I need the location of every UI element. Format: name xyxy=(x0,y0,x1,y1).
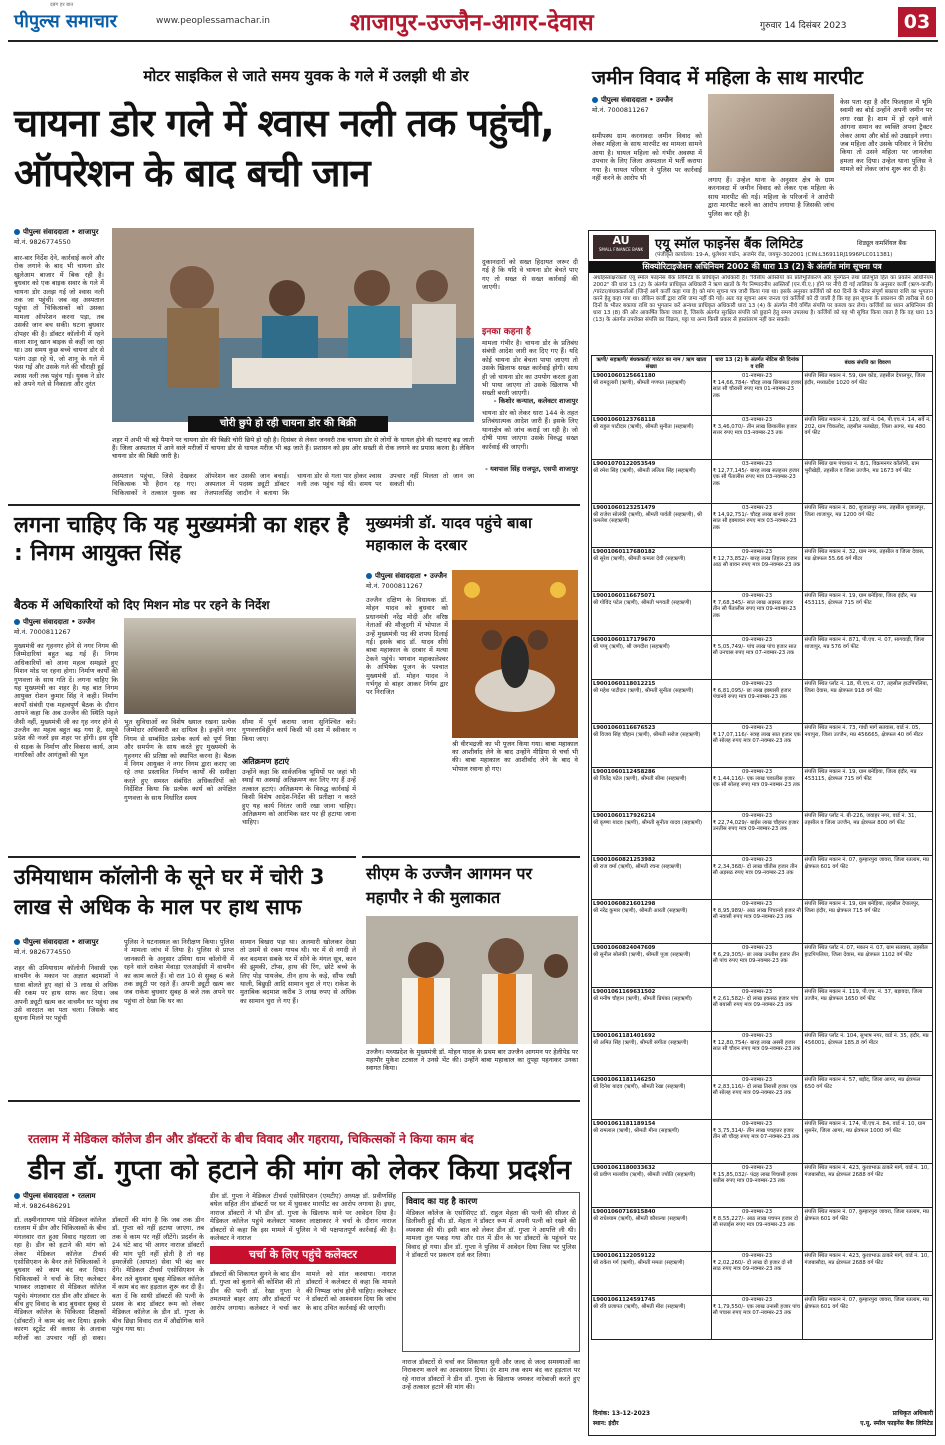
story-headline: चायना डोर गले में श्वास नली तक पहुंची, ऑपरेशन के बाद बची जान xyxy=(14,101,554,195)
notice-table-row xyxy=(592,1252,933,1296)
cell-account-no: L9001060123251479 xyxy=(593,505,656,512)
story-col-3b: उन्होंने कहा कि सार्वजनिक भूमियों पर जहां भी स्थाई या अस्थाई अतिक्रमण कर लिए गए हैं उन्हें तत्काल हटाएं। अतिक्रमण के विरुद्ध कार्रवाई में किसी विशेष आदेश-निर्देश की प्रतीक्षा न करते हुए यह कार्य निरंतर जारी रखा जाना चाहिए। अतिक्रमण को आरंभिक स्तर पर ही हटाया जाना चाहिए। xyxy=(242,768,356,827)
cell-notice xyxy=(711,1164,803,1208)
issue-date: गुरुवार 14 दिसंबर 2023 xyxy=(760,21,847,31)
cell-borrower xyxy=(592,856,712,900)
temple-photo xyxy=(452,570,578,738)
cell-notice xyxy=(711,1076,803,1120)
cell-account-no: L9001060118012215 xyxy=(593,681,656,688)
cell-borrower xyxy=(592,724,712,768)
cell-account-no: L9001061180033632 xyxy=(593,1165,656,1172)
cell-notice xyxy=(711,1120,803,1164)
photo-caption: शहर में अभी भी बड़े पैमाने पर चायना डोर की बिक्री चोरी छिपे हो रही है। दिसंबर से लेकर जनवरी तक चायना डोर से लोगों के घायल होने की घटनाएं बढ़ जाती हैं। जिला अस्पताल में आने वाले मरीजों में चायना डोर से घायल मरीज भी बढ़ जाते हैं। प्रशासन को इस ओर सख्ती से रोक लगाने का प्रयास करना है। लेकिन चायना डोर की बिक्री जारी है। xyxy=(112,436,474,461)
reason-box-text: मेडिकल कॉलेज के एसोसिएट डॉ. राहुल मेहता की पत्नी की सीजर से डिलीवरी हुई थी। डॉ. मेहता ने डॉक्टर रूम में अपनी पत्नी को रखने की व्यवस्था की थी। इसी बात को लेकर डीन डॉ. गुप्ता ने आपत्ति ली थी। मामला तूल पकड़ गया और रात में डीन के घर डॉक्टरों के पहुंचने पर विवाद हो गया। डीन डॉ. गुप्ता ने पुलिस में आवेदन दिया जिस पर पुलिस ने डॉक्टरों पर प्रकरण दर्ज कर लिया। xyxy=(406,1209,576,1260)
brand-tagline: दबंग हर बात xyxy=(50,2,74,8)
notice-table-row xyxy=(592,504,933,548)
story-col-2: लगाए हैं। उन्हेल थाना के अनुसार क्षेत्र के ग्राम करनावदा में जमीन विवाद को लेकर एक महिला के साथ मारपीट की गई। महिला के परिजनों ने आरोपी द्वारा मारपीट करने का आरोप लगाया है जिसकी जांच पुलिस कर रही है। xyxy=(708,176,834,218)
bank-tag: शिड्यूल कमर्शियल बैंक xyxy=(857,240,907,247)
sidebox-title: इनका कहना है xyxy=(482,327,531,337)
cell-borrower xyxy=(592,944,712,988)
cell-account-no: L9001060821253982 xyxy=(593,857,656,864)
bank-logo-mark: AU xyxy=(612,234,630,247)
cell-account-no: L9001060117926214 xyxy=(593,813,656,820)
cell-borrower xyxy=(592,636,712,680)
notice-table-row xyxy=(592,1296,933,1340)
cell-notice xyxy=(711,1032,803,1076)
cell-property: संपत्ति स्थित प्लॉट नं. 07, मकान नं. 07, ग्राम सतवास, तहसील हाटपिपलिया, जिला देवास, मप्र क्षेत्रफल 1102 वर्ग फीट xyxy=(803,944,933,988)
notice-table-row xyxy=(592,1076,933,1120)
mayor-photo xyxy=(366,916,578,1044)
cell-names: श्री राजेश सोलंकी (ऋणी), श्रीमती पार्वती (सहऋणी), श्री कमलेश (सहऋणी) xyxy=(593,511,702,525)
cell-property: संपत्ति स्थित मकान नं. 07, कुम्हारपुरा जावरा, जिला रतलाम, मप्र क्षेत्रफल 601 वर्ग फीट xyxy=(803,856,933,900)
cell-date: 09-नवम्बर-23 xyxy=(742,637,773,644)
cell-borrower xyxy=(592,460,712,504)
story-col-4: दुकानदारों को सख्त हिदायत जरूर दी गई है कि यदि वे चायना डोर बेचते पाए गए तो सख्त से सख्त कार्रवाई की जाएगी। xyxy=(482,258,578,292)
byline-mobile: मो.नं. 9826486291 xyxy=(14,1202,71,1210)
cell-borrower xyxy=(592,1296,712,1340)
story-mayor-meet xyxy=(362,856,580,1096)
section-rule xyxy=(8,1100,580,1102)
notice-table-row xyxy=(592,680,933,724)
cell-property: संपत्ति स्थित मकान नं. 57, बड़ौद, जिला आगर, मप्र क्षेत्रफल 650 वर्ग फीट xyxy=(803,1076,933,1120)
cell-property: संपत्ति स्थित मकान नं. 73, गांधी मार्ग सतवास, वार्ड नं. 05, नयापुरा, जिला उज्जैन, मप्र 456665, क्षेत्रफल 40 वर्ग मीटर xyxy=(803,724,933,768)
cell-amount: ₹ 2,61,582/- दो लाख इकसठ हजार पांच सौ बयासी रुपए मात्र 09-नवम्बर-23 तक xyxy=(712,995,799,1009)
surgery-photo-illustration xyxy=(112,228,474,422)
photo-caption-bar: चोरी छुपे हो रही चायना डोर की बिक्री xyxy=(188,416,388,432)
cell-names: श्री कृष्णा यादव (ऋणी), श्रीमती सुनीता यादव (सहऋणी) xyxy=(593,819,703,826)
cell-borrower xyxy=(592,900,712,944)
cell-amount: ₹ 2,83,116/- दो लाख तिरासी हजार एक सौ सोलह रुपए मात्र 09-नवम्बर-23 तक xyxy=(712,1083,798,1097)
cell-account-no: L9001070122053549 xyxy=(593,461,656,468)
notice-table-row xyxy=(592,548,933,592)
cell-notice xyxy=(711,900,803,944)
cell-date: 03-नवम्बर-23 xyxy=(742,505,773,512)
notice-table-row xyxy=(592,372,933,416)
cell-notice xyxy=(711,504,803,548)
byline-dot-icon xyxy=(14,619,20,625)
cell-account-no: L9001061122059122 xyxy=(593,1253,656,1260)
story-headline: मुख्यमंत्री डॉ. यादव पहुंचे बाबा महाकाल के दरबार xyxy=(366,514,532,554)
cell-property: संपत्ति स्थित प्लॉट नं. 18, पी.एच.नं. 07, तहसील हाटपिपलिया, जिला देवास, मप्र क्षेत्रफल 918 वर्ग फीट xyxy=(803,680,933,724)
cell-date: 09-नवम्बर-23 xyxy=(742,1165,773,1172)
cell-amount: ₹ 12,80,754/- बारह लाख अस्सी हजार सात सौ चौवन रुपए मात्र 09-नवम्बर-23 तक xyxy=(712,1039,801,1053)
notice-table-row xyxy=(592,460,933,504)
cell-amount: ₹ 2,34,368/- दो लाख चौंतीस हजार तीन सौ अड़सठ रुपए मात्र 09-नवम्बर-23 तक xyxy=(712,863,798,877)
byline-dot-icon xyxy=(14,229,20,235)
cell-date: 09-नवम्बर-23 xyxy=(742,1033,773,1040)
story-nigam-ayukt xyxy=(8,504,356,854)
cell-amount: ₹ 14,92,751/- चौदह लाख बानवे हजार सात सौ इक्यावन रुपए मात्र 03-नवम्बर-23 तक xyxy=(712,511,797,531)
cell-names: श्री नरेंद्र कुमार (ऋणी), श्रीमती आरती (सहऋणी) xyxy=(593,907,688,914)
cell-borrower xyxy=(592,1208,712,1252)
cell-account-no: L9001060125661180 xyxy=(593,373,656,380)
story-subhead: बैठक में अधिकारियों को दिए मिशन मोड पर रहने के निर्देश xyxy=(14,598,270,612)
notice-table-row xyxy=(592,768,933,812)
story-ratlam-dean xyxy=(8,1100,580,1436)
bank-address: (पंजीकृत कार्यालय: 19-A, धुलेश्वर गार्डन, अजमेर रोड, जयपुर-302001 (CIN:L36911RJ1996PLC011381) xyxy=(655,252,893,258)
story-headline: डीन डॉ. गुप्ता को हटाने की मांग को लेकर किया प्रदर्शन xyxy=(28,1155,571,1186)
cell-account-no: L9001061181146250 xyxy=(593,1077,656,1084)
cell-account-no: L9001060112458286 xyxy=(593,769,656,776)
byline: पीपुल्स संवाददाता • शाजापुर मो.नं. 9826774550 xyxy=(14,938,124,956)
footer-sign-1: प्राधिकृत अधिकारी xyxy=(892,1410,933,1417)
cell-names: श्री पप्पू (ऋणी), श्री जगदीश (सहऋणी) xyxy=(593,643,670,650)
story-col-1: डॉ. लक्ष्मीनारायण पांडे मेडिकल कॉलेज रतलाम में डीन और चिकित्सकों के बीच मंगलवार रात हुआ विवाद गहराता जा रहा है। डीन को हटाने की मांग को लेकर मेडिकल कॉलेज टीचर्स एसोसिएशन के बैनर तले चिकित्सकों ने बुधवार को काम बंद कर दिया। चिकित्सकों ने चर्चा के लिए कलेक्टर भास्कर लाक्षाकार से मेडिकल कॉलेज पहुंचे। मंगलवार रात डीन और डॉक्टर के बीच हुए विवाद के बाद बुधवार सुबह से मेडिकल कॉलेज के चिकित्सा शिक्षकों (डॉक्टरों) ने काम बंद कर दिया। इसके कारण स्टूडेंट की क्लास के अलावा मरीजों का उपचार नहीं हो सका। डॉक्टरों की मांग है कि जब तक डीन डॉ. गुप्ता को नहीं हटाया जाएगा, तब तक वे काम पर नहीं लौटेंगे। प्रदर्शन के 24 घंटे बाद भी आगर नाराज डॉक्टरों की मांग पूरी नहीं होती है तो वह इमरजेंसी (आपात) सेवा भी बंद कर देंगे। मेडिकल टीचर्स एसोसिएशन के बैनर तले बुधवार सुबह मेडिकल कॉलेज में काम बंद कर हड़ताल शुरू कर दी है। बता दें कि साथी डॉक्टरों की पत्नी के प्रसव के बाद डॉक्टर रूम को लेकर मेडिकल कॉलेज के डीन डॉ. गुप्ता के बीच छिड़ा विवाद रात में औद्योगिक थाने पहुंच गया था। xyxy=(14,1216,204,1342)
cell-amount: ₹ 1,44,116/- एक लाख चवालीस हजार एक सौ सोलह रुपए मात्र 09-नवम्बर-23 तक xyxy=(712,775,800,789)
page-number: 03 xyxy=(898,7,936,37)
sidebox-text: मामला गंभीर है। चायना डोर के प्रतिबंध संबंधी आदेश जारी कर दिए गए हैं। यदि कोई चायना डोर बेचता पाया जाएगा तो उसके खिलाफ सख्त कार्रवाई होगी। साथ ही जो चायना डोर का उपयोग करता हुआ भी पाया जाएगा तो उसके खिलाफ भी सख्ती बरती जाएगी। xyxy=(482,339,578,397)
notice-table-row xyxy=(592,416,933,460)
cell-notice xyxy=(711,680,803,724)
story-mahakal xyxy=(362,504,580,844)
byline: पीपुल्स संवाददाता • उज्जैन मो.नं. 7000811267 xyxy=(14,618,124,636)
byline-mobile: मो.नं. 7000811267 xyxy=(14,628,71,636)
cell-notice xyxy=(711,636,803,680)
cell-date: 01-नवम्बर-23 xyxy=(742,373,773,380)
story-col-1: समीपस्थ ग्राम करनावदा जमीन विवाद को लेकर महिला के साथ मारपीट का मामला सामने आया है। घायल महिला को गंभीर अवस्था में उपचार के लिए जिला अस्पताल में भर्ती कराया गया है। घायल परिवार ने पुलिस पर कार्रवाई नहीं करने के आरोप भी xyxy=(592,132,702,183)
cell-amount: ₹ 1,79,550/- एक लाख उनासी हजार पांच सौ पचास रुपए मात्र 07-नवम्बर-23 तक xyxy=(712,1303,800,1317)
masthead-rule xyxy=(8,40,938,42)
cell-account-no: L9001061124591745 xyxy=(593,1297,656,1304)
story-headline: जमीन विवाद में महिला के साथ मारपीट xyxy=(592,67,864,89)
sidebox-sign-2: - यशपाल सिंह राजपूत, एसपी शाजापुर xyxy=(485,465,578,473)
cell-date: 09-नवम्बर-23 xyxy=(742,901,773,908)
cell-names: श्री रवि प्रजापत (ऋणी), श्रीमती मीरा (सहऋणी) xyxy=(593,1303,686,1310)
byline: पीपुल्स संवाददाता • शाजापुर मो.नं. 9826774550 xyxy=(14,228,114,246)
byline: पीपुल्स संवाददाता • रतलाम मो.नं. 9826486291 xyxy=(14,1192,124,1210)
cell-date: 09-नवम्बर-23 xyxy=(742,1077,773,1084)
cell-date: 03-नवम्बर-23 xyxy=(742,417,773,424)
story-col-3: केस पता रहा है और फिलहाल में भूमि स्वामी का बोर्ड उन्होंने अपनी जमीन पर लगा रखा है। शाम में हो रहने वाले आंगना समान का व्यक्ति अपना ट्रैक्टर लेकर आया और बोर्ड को उखाड़ने लगा। जब महिला और उसके परिवार ने विरोध किया तो उसने महिला पर जानलेवा हमला कर दिया। उन्हेल थाना पुलिस ने मामले को लेकर जांच शुरू कर दी है। xyxy=(840,98,932,174)
cell-amount: ₹ 7,68,345/- सात लाख अड़सठ हजार तीन सौ पैंतालीस रुपए मात्र 09-नवम्बर-23 तक xyxy=(712,599,797,619)
edition-title: शाजापुर-उज्जैन-आगर-देवास xyxy=(350,9,594,36)
cell-notice xyxy=(711,416,803,460)
cell-date: 09-नवम्बर-23 xyxy=(742,857,773,864)
notice-table-row xyxy=(592,1208,933,1252)
cell-amount: ₹ 8,55,227/- आठ लाख पचपन हजार दो सौ सत्ताईस रुपए मात्र 09-नवम्बर-23 तक xyxy=(712,1215,799,1229)
cell-names: श्री सुनील सोलंकी (ऋणी), श्रीमती पूजा (सहऋणी) xyxy=(593,951,691,958)
cell-property: संपत्ति स्थित प्लॉट नं. 104, सुभाष नगर, वार्ड नं. 35, इंदौर, मप्र 456001, क्षेत्रफल 185.8 वर्ग मीटर xyxy=(803,1032,933,1076)
cell-notice xyxy=(711,988,803,1032)
story-col-1: मुख्यमंत्री का गृहनगर होने से नगर निगम की जिम्मेदारियां बहुत बढ़ गई हैं। निगम अधिकारियों को आना महत्व समझते हुए मिशन मोड पर रहना होगा। निर्माण कार्यों की गुणवत्ता के साथ गति दें। लगना चाहिए कि यह मुख्यमंत्री का शहर है। यह बात निगम आयुक्त रोशन कुमार सिंह ने कही। निर्माण कार्यों संबंधी एक महत्वपूर्ण बैठक के दौरान आपने कहा कि अब उज्जैन की स्थिति पहले जैसी नहीं, मुख्यमंत्री जी का गृह नगर होने से उज्जैन का महत्व बहुत बढ़ गया है, समूचे प्रदेश की नजरें इस शहर पर होंगी। इस दृष्टि से सड़क के निर्माण और विकास कार्य, आम नागरिकों और आगंतुकों की भूल xyxy=(14,642,118,760)
story-land-dispute xyxy=(588,46,936,226)
cell-amount: ₹ 15,85,032/- पंद्रह लाख पिचासी हजार बत्तीस रुपए मात्र 09-नवम्बर-23 तक xyxy=(712,1171,798,1185)
cell-names: श्री रामदुलारी (ऋणी), श्रीमती गणपत (सहऋणी) xyxy=(593,379,686,386)
cell-property: संपत्ति स्थित मकान नं. 19, ग्राम बनेड़िया, तहसील देपालपुर, जिला इंदौर, मप्र क्षेत्रफल 715 वर्ग फीट xyxy=(803,900,933,944)
cell-property: संपत्ति स्थित मकान नं. 174, पी.एच.नं. 84, वार्ड नं. 10, ग्राम सुसनेर, जिला आगर, मप्र क्षेत्रफल 1000 वर्ग फीट xyxy=(803,1120,933,1164)
reason-box-title: विवाद का यह है कारण xyxy=(406,1197,478,1207)
cell-amount: ₹ 22,74,029/- बाईस लाख चौहत्तर हजार उनतीस रुपए मात्र 09-नवम्बर-23 तक xyxy=(712,819,799,833)
notice-table-row xyxy=(592,1032,933,1076)
victim-photo xyxy=(708,94,834,172)
section-rule xyxy=(8,856,356,858)
cell-property: संपत्ति स्थित मकान नं. 423, कुशाभाऊ ठाकरे मार्ग, वार्ड नं. 10, गंजबासौदा, मप्र क्षेत्रफल 2688 वर्ग फीट xyxy=(803,1252,933,1296)
cell-date: 09-नवम्बर-23 xyxy=(742,1253,773,1260)
cell-property: संपत्ति स्थित मकान नं. 32, ग्राम नगर, तहसील व जिला देवास, मप्र क्षेत्रफल 55.66 वर्ग मीटर xyxy=(803,548,933,592)
cell-names: श्री प्रवीण मालवीय (ऋणी), श्रीमती ज्योति (सहऋणी) xyxy=(593,1171,696,1178)
notice-table-row xyxy=(592,636,933,680)
cell-names: श्री राहुल पाटीदार (ऋणी), श्रीमती सुनीता (सहऋणी) xyxy=(593,423,694,430)
cell-amount: ₹ 3,46,070/- तीन लाख छियालीस हजार सत्तर रुपए मात्र 03-नवम्बर-23 तक xyxy=(712,423,797,437)
temple-photo-illustration xyxy=(452,570,578,738)
story-col-4: नाराज डॉक्टरों से चर्चा कर शिकायत सुनी और जल्द से जल्द समस्याओं का निराकरण करने का आश्वासन दिया। देर शाम तक काम बंद कर हड़ताल पर रहे नाराज डॉक्टरों ने डीन डॉ. गुप्ता के खिलाफ जमकर नारेबाजी करते हुए उन्हें तत्काल हटाने की मांग की। xyxy=(402,1358,580,1392)
cell-names: श्री राकेश गर्ग (ऋणी), श्रीमती ममता (सहऋणी) xyxy=(593,1259,685,1266)
notice-intro: अधोहस्ताक्षरकर्ता एयू स्मॉल फाइनेंस बैंक लिमिटेड के प्राधिकृत अधिकारी है। "वित्तीय आस्तियों का प्रतिभूतिकरण और पुनर्गठन तथा प्रतिभूति हित का प्रवर्तन अधिनियम 2002" की धारा 13 (2) के अंतर्गत प्राधिकृत अधिकारी ने ऋण खातों के गैर निष्पादनीय आस्तियाँ (एन.पी.ए.) होने पर नीचे दी गई तालिका के अनुसार कर्जी (ऋण-कर्जी) /गारंटर/बंधककर्ताओं (जिन्हें आगे कर्जी कहा गया है) को मांग सूचना पत्र जारी किया गया था। इसके अनुसार कर्जियों को 60 दिनों के भीतर संपूर्ण बकाया राशि का भुगतान करने हेतु कहा गया था। लेकिन कर्जी द्वारा राशि जमा नहीं की गई। अतः यह सूचना आम जनता एवं कर्जियों को दी जाती है कि वह इस सूचना के प्रकाशन की तारीख से 60 दिनों के भीतर बकाया राशि का भुगतान करें अन्यथा प्राधिकृत अधिकारी धारा 13 (4) के अंतर्गत नीचे वर्णित संपत्ति पर कब्जा कर लेगा। कर्जियों का ध्यान अधिनियम की धारा 13 (8) की ओर आकर्षित किया जाता है, जिसके अंतर्गत सुरक्षित संपत्ति को छुड़ाने हेतु समय उपलब्ध है। कर्जियों को यह भी सूचित किया जाता है कि वह धारा 13 (13) के अंतर्गत उपरोक्त संपत्ति का विक्रय, पट्टा या अन्य किसी प्रकार से हस्तांतरण नहीं कर सकते। xyxy=(593,275,933,323)
cell-account-no: L9001060117680182 xyxy=(593,549,656,556)
byline-dot-icon xyxy=(366,573,372,579)
cell-names: श्री राज वर्मा (ऋणी), श्रीमती रचना (सहऋणी) xyxy=(593,863,682,870)
byline-mobile: मो.नं. 9826774550 xyxy=(14,948,71,956)
temple-caption: श्री वीरभद्रजी का भी पूजन किया गया। बाबा महाकाल का आशीर्वाद लेने के बाद उन्होंने मीडिया से चर्चा भी की। बाबा महाकाल का आशीर्वाद लेने के बाद वे भोपाल रवाना हो गए। xyxy=(452,740,578,773)
cell-property: संपत्ति स्थित मकान नं. 07, कुम्हारपुरा जावरा, जिला रतलाम, मप्र क्षेत्रफल 601 वर्ग फीट xyxy=(803,1296,933,1340)
cell-borrower xyxy=(592,680,712,724)
byline-dot-icon xyxy=(14,1193,20,1199)
cell-borrower xyxy=(592,812,712,856)
cell-account-no: L9001061181189154 xyxy=(593,1121,656,1128)
meeting-photo xyxy=(124,618,356,714)
cell-property: संपत्ति स्थित मकान नं. 80, शुजालपुर नगर, तहसील शुजालपुर, जिला शाजापुर, मप्र 1200 वर्ग फीट xyxy=(803,504,933,548)
cell-borrower xyxy=(592,504,712,548)
cell-names: श्री राधेश्याम (ऋणी), श्रीमती कौशल्या (सहऋणी) xyxy=(593,1215,688,1222)
story-col-3-head: अतिक्रमण हटाएं xyxy=(242,757,290,766)
footer-sign-2: ए.यू. स्मॉल फाइनेंस बैंक लिमिटेड xyxy=(860,1420,933,1427)
cell-names: श्री रामलाल (ऋणी), श्रीमती मीना (सहऋणी) xyxy=(593,1127,680,1134)
masthead xyxy=(0,0,945,44)
cell-property: संपत्ति स्थित प्लॉट नं. बी-226, जवाहर नगर, वार्ड नं. 31, तहसील व जिला उज्जैन, मप्र क्षेत्रफल 800 वर्ग फीट xyxy=(803,812,933,856)
cell-amount: ₹ 17,07,116/- सत्रह लाख सात हजार एक सौ सोलह रुपए मात्र 07-नवम्बर-23 तक xyxy=(712,731,801,745)
notice-table-row xyxy=(592,592,933,636)
byline-dot-icon xyxy=(592,97,598,103)
cell-names: श्री मनीष चौहान (ऋणी), श्रीमती प्रियंका (सहऋणी) xyxy=(593,995,692,1002)
story-theft xyxy=(8,856,356,1096)
cell-account-no: L9001060824047609 xyxy=(593,945,656,952)
notice-table-row xyxy=(592,900,933,944)
reason-box xyxy=(402,1192,580,1352)
footer-place: स्थान: इंदौर xyxy=(593,1420,619,1427)
sidebox xyxy=(482,324,578,502)
byline: पीपुल्स संवाददाता • उज्जैन मो.नं. 7000811267 xyxy=(592,96,712,114)
cell-amount: ₹ 5,05,749/- पांच लाख पांच हजार सात सौ उनचास रुपए मात्र 07-नवम्बर-23 तक xyxy=(712,643,797,657)
cell-date: 09-नवम्बर-23 xyxy=(742,813,773,820)
notice-table-row xyxy=(592,988,933,1032)
cell-account-no: L9001060116675071 xyxy=(593,593,656,600)
cell-borrower xyxy=(592,1164,712,1208)
story-col-3: सीमा में पूर्ण कराया जाना सुनिश्चित करें। गुणवत्ताविहीन कार्य किसी भी दशा में स्वीकार न किया जाए। xyxy=(242,718,356,743)
cell-names: श्री विजय सिंह चौहान (ऋणी), श्रीमती सरोज (सहऋणी) xyxy=(593,731,701,738)
cell-notice xyxy=(711,856,803,900)
surgery-photo xyxy=(112,228,474,422)
cell-notice xyxy=(711,372,803,416)
cell-amount: ₹ 12,73,852/- बारह लाख तिहत्तर हजार आठ सौ बावन रुपए मात्र 09-नवम्बर-23 तक xyxy=(712,555,801,569)
story-col-2b: डॉक्टरों की शिकायत सुनने के बाद डीन डॉ. गुप्ता को बुलाने की कोशिश की तो डीन की पत्नी डॉ. रेखा गुप्ता ने तमतमाते बाहर आए और डॉक्टरों पर आरोप लगाया। कलेक्टर ने चर्चा कर मामले को शांत करवाया। नाराज डॉक्टरों ने कलेक्टर से कहा कि मामले की निष्पक्ष जांच होनी चाहिए। कलेक्टर ने डॉक्टरों को आश्वासन दिया कि जांच के बाद उचित कार्रवाई की जाएगी। xyxy=(210,1270,396,1312)
cell-amount: ₹ 8,95,989/- आठ लाख पिचानवे हजार नौ सौ नवासी रुपए मात्र 09-नवम्बर-23 तक xyxy=(712,907,801,921)
notice-table-header xyxy=(592,356,933,372)
cell-date: 09-नवम्बर-23 xyxy=(742,1121,773,1128)
story-headline: लगना चाहिए कि यह मुख्यमंत्री का शहर है : निगम आयुक्त सिंह xyxy=(14,513,349,566)
cell-date: 09-नवम्बर-23 xyxy=(742,1297,773,1304)
cell-property: संपत्ति स्थित मकान नं. 119, पी.एच. नं. 37, बड़ावदा, जिला उज्जैन, मप्र क्षेत्रफल 1650 वर्ग फीट xyxy=(803,988,933,1032)
notice-table-row xyxy=(592,856,933,900)
bank-logo-sub: SMALL FINANCE BANK xyxy=(598,247,644,252)
cell-notice xyxy=(711,724,803,768)
cell-account-no: L9001060716915840 xyxy=(593,1209,656,1216)
cell-borrower xyxy=(592,592,712,636)
cell-property: संपत्ति स्थित मकान नं. 129, वार्ड नं. 04, पी.एच.नं. 14, सर्वे नं. 202, ग्राम चिकलोद, तहसील नलखेड़ा, जिला आगर, मप्र 480 वर्ग फीट xyxy=(803,416,933,460)
byline-dot-icon xyxy=(14,939,20,945)
cell-names: श्री महेश पाटीदार (ऋणी), श्रीमती सुनीता (सहऋणी) xyxy=(593,687,694,694)
byline-mobile: मो.नं. 9826774550 xyxy=(14,238,71,246)
cell-account-no: L9001061181401692 xyxy=(593,1033,656,1040)
cell-date: 09-नवम्बर-23 xyxy=(742,989,773,996)
notice-table-row xyxy=(592,1120,933,1164)
cell-borrower xyxy=(592,1252,712,1296)
cell-borrower xyxy=(592,1120,712,1164)
story-headline: सीएम के उज्जैन आगमन पर महापौर ने की मुलाकात xyxy=(366,864,533,907)
cell-names: श्री जितेंद्र पटेल (ऋणी), श्रीमती सीमा (सहऋणी) xyxy=(593,775,687,782)
cell-amount: ₹ 12,77,145/- बारह लाख सतहत्तर हजार एक सौ पैंतालीस रुपए मात्र 03-नवम्बर-23 तक xyxy=(712,467,800,487)
story-col-1: उज्जैन दक्षिण के विधायक डॉ. मोहन यादव को बुधवार को प्रधानमंत्री नरेंद्र मोदी और वरिष्ठ नेताओं की मौजूदगी में भोपाल में उन्हें मुख्यमंत्री पद की शपथ दिलाई गई। इसके बाद डॉ. यादव सीधे बाबा महाकाल के दरबार में मत्था टेकने पहुंचे। भगवान महाकालेश्वर के अभिषेक पूजन के पश्चात मुख्यमंत्री डॉ. मोहन यादव ने गर्भगृह से बाहर आकर निर्गम द्वार पर निराजित xyxy=(366,596,448,697)
cell-names: श्री सुरेश (ऋणी), श्रीमती कमला देवी (सहऋणी) xyxy=(593,555,686,562)
cell-amount: ₹ 3,75,314/- तीन लाख पचहत्तर हजार तीन सौ चौदह रुपए मात्र 07-नवम्बर-23 तक xyxy=(712,1127,800,1141)
cell-borrower xyxy=(592,548,712,592)
cell-date: 09-नवम्बर-23 xyxy=(742,725,773,732)
cell-account-no: L9001060117179670 xyxy=(593,637,656,644)
notice-title: सिक्योरिटाइजेशन अधिनियम 2002 की धारा 13 (2) के अंतर्गत मांग सूचना पत्र xyxy=(589,261,935,273)
cell-date: 09-नवम्बर-23 xyxy=(742,945,773,952)
collector-capbar: चर्चा के लिए पहुंचे कलेक्टर xyxy=(210,1246,396,1264)
cell-account-no: L9001060116676523 xyxy=(593,725,656,732)
sidebox-text-2: चायना डोर को लेकर धारा 144 के तहत प्रतिबंधात्मक आदेश जारी हैं। इसके लिए थानाक्षेत्र को जांच कराई जा रही है। जो दोषी पाया जाएगा उसके विरुद्ध सख्त कार्रवाई की जाएगी। xyxy=(482,409,578,451)
bank-notice xyxy=(588,230,936,1436)
notice-table-row xyxy=(592,1164,933,1208)
cell-borrower xyxy=(592,1076,712,1120)
mayor-caption: उज्जैन। मध्यप्रदेश के मुख्यमंत्री डॉ. मोहन यादव के प्रथम बार उज्जैन आगमन पर हेलीपेड पर महापौर मुकेश टटवाल ने उनसे भेंट की। उन्होंने बाबा महाकाल का दुपट्टा पहनाकर उनका स्वागत किया। xyxy=(366,1048,578,1073)
col-header-property: बंधक संपत्ति का विवरण xyxy=(803,356,933,372)
story-kicker: मोटर साइकिल से जाते समय युवक के गले में उलझी थी डोर xyxy=(143,67,469,85)
story-col-1: बार-बार निर्देश देने, कार्रवाई करने और रोक लगाने के बाद भी चायना डोर खुलेआम बाजार में बिक रही है। बुधवार को एक बाइक सवार के गले में चायना डोर उलझ गई जो श्वास नली तक जा पहुंची। जब वह अस्पताल पहुंचा तो चिकित्सकों को उसका मामला ऑपरेशन करना पड़ा, तब उसकी जान बच सकी। घटना बुधवार दोपहर की है। डॉक्टर कॉलोनी में रहने वाला शानू खान बाइक से कहीं जा रहा था। उस समय कुछ बच्चे चायना डोर से पतंग उड़ा रहे थे, जो शानू के गले में फंस गई और उसके गले की चौराही हुई श्वास नली तक पहुंच गई। युवक ने डोर को अपने गले से निकाला और तुरंत xyxy=(14,254,104,389)
cell-account-no: L9001060123768118 xyxy=(593,417,656,424)
bank-logo xyxy=(593,235,649,259)
notice-table-row xyxy=(592,812,933,856)
cell-notice xyxy=(711,768,803,812)
col-header-borrower: ऋणी/ सहऋणी/ बंधककर्ता/ गारंटर का नाम / ऋण खाता संख्या xyxy=(592,356,712,372)
cell-amount: ₹ 2,02,260/- दो लाख दो हजार दो सौ साठ रुपए मात्र 09-नवम्बर-23 तक xyxy=(712,1259,793,1273)
cell-notice xyxy=(711,944,803,988)
cell-property: संपत्ति स्थित ग्राम पंचायत नं. 8/1, विक्रमनगर कॉलोनी, ग्राम भुरीखेड़ी, तहसील व जिला उज्जैन, मप्र 1673 वर्ग फीट xyxy=(803,460,933,504)
cell-notice xyxy=(711,592,803,636)
cell-amount: ₹ 6,29,305/- छः लाख उनतीस हजार तीन सौ पांच रुपए मात्र 09-नवम्बर-23 तक xyxy=(712,951,799,965)
cell-property: संपत्ति स्थित मकान नं. 871, पी.एच. नं. 07, सागवाड़ी, जिला शाजापुर, मप्र 576 वर्ग फीट xyxy=(803,636,933,680)
site-url[interactable]: www.peoplessamachar.in xyxy=(156,16,270,26)
cell-notice xyxy=(711,1296,803,1340)
story-col-1: शहर की उमियाधाम कॉलोनी निवासी एक वाचमैन के मकान पर अज्ञात बदमाशों ने धावा बोलते हुए वहां से 3 लाख से अधिक की रकम पर हाथ साफ कर दिया। जब अपनी ड्यूटी खत्म कर वाचमैन घर पहुंचा तब उसे वारदात का पता चला। जिसके बाद सूचना मिलने पर पहुंची xyxy=(14,964,118,1023)
cell-amount: ₹ 6,81,095/- छः लाख इक्यासी हजार पंचानवे रुपए मात्र 09-नवम्बर-23 तक xyxy=(712,687,791,701)
cell-property: संपत्ति स्थित मकान नं. 07, कुम्हारपुरा जावरा, जिला रतलाम, मप्र क्षेत्रफल 601 वर्ग फीट xyxy=(803,1208,933,1252)
cell-notice xyxy=(711,812,803,856)
notice-table-row xyxy=(592,724,933,768)
cell-borrower xyxy=(592,988,712,1032)
section-rule xyxy=(362,856,580,858)
col-header-notice: धारा 13 (2) के अंतर्गत नोटिस की दिनांक व राशि xyxy=(711,356,803,372)
cell-date: 09-नवम्बर-23 xyxy=(742,1209,773,1216)
cell-borrower xyxy=(592,1032,712,1076)
story-kicker: रतलाम में मेडिकल कॉलेज डीन और डॉक्टरों के बीच विवाद और गहराया, चिकित्सकों ने किया काम बंद xyxy=(28,1132,474,1146)
story-col-3: सामान बिखरा पड़ा था। अलमारी खोलकर देखा तो उसमें से रकम गायब थी। घर में से नगदी ले कर बदमाश सबके घर में सोने के मंगल सूत्र, कान की झुमकी, टॉप्स, हाथ की रिंग, छोटे बच्चे के लिए पोड़ पायजेब, तीन हाथ के कड़े, सौंफ रखी थाली, बिछुड़ी आदि सामान चुरा ले गए। राकेश के मुताबिक बदमाश करीब 3 लाख रुपए से अधिक का सामान चुरा ले गए हैं। xyxy=(240,938,356,1005)
cell-borrower xyxy=(592,416,712,460)
cell-amount: ₹ 14,66,784/- चौदह लाख छियासठ हजार सात सौ चौरासी रुपए मात्र 01-नवम्बर-23 तक xyxy=(712,379,802,399)
story-under-photo: अस्पताल पहुंचा, जिसे देखकर चिकित्सक भी हैरान रह गए। चिकित्सकों ने तत्काल युवक का ऑपरेशन कर उसकी जान बचाई। अस्पताल में पदस्थ ड्यूटी डॉक्टर तेजपालसिंह जादौन ने बताया कि चायना डोर से गला पार होकर श्वास नली तक पहुंच गई थी। समय पर उपचार नहीं मिलता तो जान जा सकती थी। xyxy=(112,472,474,497)
cell-property: संपत्ति स्थित मकान नं. 59, ग्राम कोड, तहसील देपालपुर, जिला इंदौर, मध्यप्रदेश 1020 वर्ग फीट xyxy=(803,372,933,416)
cell-date: 03-नवम्बर-23 xyxy=(742,461,773,468)
cell-names: श्री गोविंद पटेल (ऋणी), श्रीमती भगवती (सहऋणी) xyxy=(593,599,692,606)
cell-names: श्री दिनेश यादव (ऋणी), श्रीमती रेखा (सहऋणी) xyxy=(593,1083,686,1090)
notice-footer xyxy=(593,1407,933,1433)
cell-notice xyxy=(711,460,803,504)
cell-date: 09-नवम्बर-23 xyxy=(742,681,773,688)
sidebox-sign-1: - किशोर कन्याल, कलेक्टर शाजापुर xyxy=(493,397,578,405)
story-col-2: डीन डॉ. गुप्ता ने मेडिकल टीचर्स एसोसिएशन (एमटीए) अध्यक्ष डॉ. प्रवीणसिंह बघेल सहित तीन डॉक्टरों पर घर में घुसकर मारपीट का आरोप लगाया है। इधर, नाराज डॉक्टरों ने भी डीन डॉ. गुप्ता के खिलाफ थाने पर आवेदन दिया है। मेडिकल कॉलेज पहुंचे कलेक्टर भास्कर लाक्षाकार ने चर्चा के दौरान नाराज डॉक्टरों से कहा कि इस मामले में पुलिस ने भी पक्षपातपूर्ण कार्रवाई की है। कलेक्टर ने नाराज xyxy=(210,1192,396,1242)
cell-borrower xyxy=(592,768,712,812)
cell-notice xyxy=(711,1208,803,1252)
cell-names: श्री रमेश सिंह (ऋणी), श्रीमती ललिता सिंह (सहऋणी) xyxy=(593,467,696,474)
story-headline: उमियाधाम कॉलोनी के सूने घर में चोरी 3 लाख से अधिक के माल पर हाथ साफ xyxy=(14,865,325,919)
cell-date: 09-नवम्बर-23 xyxy=(742,549,773,556)
notice-table-row xyxy=(592,944,933,988)
cell-account-no: L9001060821601298 xyxy=(593,901,656,908)
mayor-photo-illustration xyxy=(366,916,578,1044)
cell-date: 09-नवम्बर-23 xyxy=(742,769,773,776)
cell-notice xyxy=(711,1252,803,1296)
byline: पीपुल्स संवाददाता • उज्जैन मो.नं. 7000811267 xyxy=(366,572,476,590)
story-china-dor xyxy=(8,46,580,500)
byline-mobile: मो.नं. 7000811267 xyxy=(592,106,649,114)
story-col-2: भूत सुविधाओं का विशेष ख्याल रखना प्रत्येक जिम्मेदार अधिकारी का दायित्व है। इन्होंने नगर निगम से सम्बंधित प्रत्येक कार्य को पूर्ण निष्ठा और समर्पण के साथ करते हुए मुख्यमंत्री के गृहनगर की प्रतिष्ठा को स्थापित करना है। बैठक में निगम आयुक्त ने नगर निगम द्वारा कराए जा रहे तथा प्रस्तावित निर्माण कार्यों की समीक्षा करते हुए समस्त संबंधित अधिकारियों को निर्देशित किया कि प्रत्येक कार्य को अपेक्षित गुणवत्ता के साथ निर्धारित समय xyxy=(124,718,236,802)
byline-mobile: मो.नं. 7000811267 xyxy=(366,582,423,590)
cell-notice xyxy=(711,548,803,592)
footer-date: दिनांक: 13-12-2023 xyxy=(593,1410,651,1417)
cell-date: 09-नवम्बर-23 xyxy=(742,593,773,600)
cell-property: संपत्ति स्थित मकान नं. 19, ग्राम बनेड़िया, जिला इंदौर, मप्र 453115, क्षेत्रफल 715 वर्ग फीट xyxy=(803,768,933,812)
cell-property: संपत्ति स्थित मकान नं. 423, कुशाभाऊ ठाकरे मार्ग, वार्ड नं. 10, गंजबासौदा, मप्र क्षेत्रफल 2688 वर्ग फीट xyxy=(803,1164,933,1208)
story-col-2: पुलिस ने घटनास्थल का निरीक्षण किया। पुलिस ने मामला जांच में लिया है। पुलिस से प्राप्त जानकारी के अनुसार उमिया धाम कॉलोनी में रहने वाले राकेश मेवाड़ा एलआईसी में वाचमैन का काम करते हैं। वो रात 10 से सुबह 6 बजे तक ड्यूटी पर रहते हैं। अपनी ड्यूटी खत्म कर जब राकेश बुधवार सुबह 8 बजे तक अपने घर पहुंचा तो देखा कि घर का xyxy=(124,938,234,1005)
notice-table xyxy=(591,355,933,1340)
brand-logo: पीपुल्स समाचार xyxy=(14,11,117,32)
bank-name: एयू स्मॉल फाइनेंस बैंक लिमिटेड xyxy=(655,237,803,252)
cell-borrower xyxy=(592,372,712,416)
cell-account-no: L9001061169631502 xyxy=(593,989,656,996)
cell-names: श्री अमित सिंह (ऋणी), श्रीमती संगीता (सहऋणी) xyxy=(593,1039,689,1046)
cell-property: संपत्ति स्थित मकान नं. 19, ग्राम बनेड़िया, जिला इंदौर, मप्र 453115, क्षेत्रफल 715 वर्ग फीट xyxy=(803,592,933,636)
